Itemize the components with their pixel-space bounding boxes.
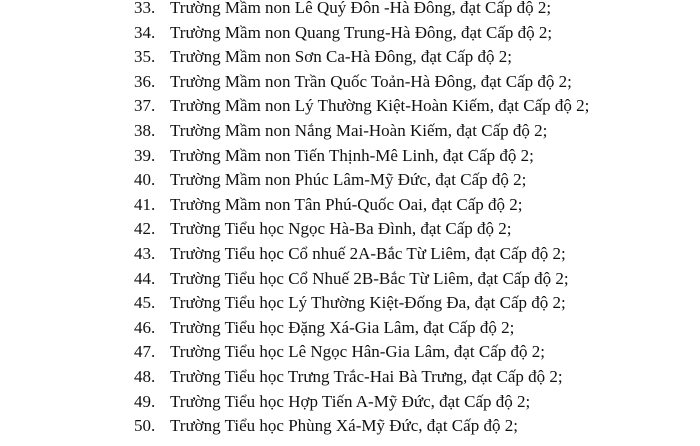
item-number: 43. bbox=[134, 243, 156, 263]
item-text: Trường Mầm non Phúc Lâm-Mỹ Đức, đạt Cấp độ 2; bbox=[170, 170, 527, 190]
list-item bbox=[134, 291, 589, 316]
list-item bbox=[134, 21, 589, 46]
list-item bbox=[134, 0, 589, 21]
item-text: Trường Tiểu học Lý Thường Kiệt-Đống Đa, đạt Cấp độ 2; bbox=[170, 293, 566, 313]
item-number: 36. bbox=[134, 71, 156, 91]
item-text: Trường Tiểu học Ngọc Hà-Ba Đình, đạt Cấp độ 2; bbox=[170, 219, 512, 239]
item-text: Trường Tiểu học Đặng Xá-Gia Lâm, đạt Cấp độ 2; bbox=[170, 317, 515, 337]
item-number: 50. bbox=[134, 416, 156, 436]
item-number: 37. bbox=[134, 96, 156, 116]
list-item bbox=[134, 70, 589, 95]
list-item bbox=[134, 45, 589, 70]
list-item bbox=[134, 390, 589, 415]
list-item bbox=[134, 119, 589, 144]
school-list bbox=[134, 0, 589, 439]
item-text: Trường Mầm non Nắng Mai-Hoàn Kiếm, đạt Cấp độ 2; bbox=[170, 120, 548, 140]
item-number: 46. bbox=[134, 317, 156, 337]
item-text: Trường Mầm non Quang Trung-Hà Đông, đạt Cấp độ 2; bbox=[170, 22, 553, 42]
list-item bbox=[134, 316, 589, 341]
item-number: 42. bbox=[134, 219, 156, 239]
list-item bbox=[134, 193, 589, 218]
item-text: Trường Mầm non Tân Phú-Quốc Oai, đạt Cấp độ 2; bbox=[170, 194, 523, 214]
item-number: 40. bbox=[134, 170, 156, 190]
item-text: Trường Tiểu học Trưng Trắc-Hai Bà Trưng, đạt Cấp độ 2; bbox=[170, 366, 563, 386]
item-text: Trường Mầm non Lê Quý Đôn -Hà Đông, đạt Cấp độ 2; bbox=[170, 0, 552, 17]
list-item bbox=[134, 94, 589, 119]
item-text: Trường Mầm non Sơn Ca-Hà Đông, đạt Cấp độ 2; bbox=[170, 47, 513, 67]
item-text: Trường Tiểu học Lê Ngọc Hân-Gia Lâm, đạt Cấp độ 2; bbox=[170, 342, 546, 362]
item-number: 35. bbox=[134, 47, 156, 67]
list-item bbox=[134, 168, 589, 193]
list-item bbox=[134, 217, 589, 242]
item-text: Trường Tiểu học Cổ nhuế 2A-Bắc Từ Liêm, đạt Cấp độ 2; bbox=[170, 243, 566, 263]
item-text: Trường Mầm non Tiến Thịnh-Mê Linh, đạt Cấp độ 2; bbox=[170, 145, 534, 165]
item-number: 33. bbox=[134, 0, 156, 17]
item-number: 39. bbox=[134, 145, 156, 165]
item-number: 34. bbox=[134, 22, 156, 42]
item-text: Trường Mầm non Trần Quốc Toản-Hà Đông, đạt Cấp độ 2; bbox=[170, 71, 572, 91]
list-item bbox=[134, 340, 589, 365]
list-item bbox=[134, 414, 589, 439]
item-text: Trường Tiểu học Hợp Tiến A-Mỹ Đức, đạt Cấp độ 2; bbox=[170, 391, 531, 411]
item-number: 38. bbox=[134, 120, 156, 140]
item-text: Trường Tiểu học Phùng Xá-Mỹ Đức, đạt Cấp độ 2; bbox=[170, 416, 518, 436]
list-item bbox=[134, 267, 589, 292]
item-number: 41. bbox=[134, 194, 156, 214]
item-number: 48. bbox=[134, 366, 156, 386]
list-item bbox=[134, 242, 589, 267]
list-item bbox=[134, 144, 589, 169]
item-number: 47. bbox=[134, 342, 156, 362]
item-number: 44. bbox=[134, 268, 156, 288]
list-item bbox=[134, 365, 589, 390]
item-text: Trường Tiểu học Cổ Nhuế 2B-Bắc Từ Liêm, đạt Cấp độ 2; bbox=[170, 268, 569, 288]
item-number: 49. bbox=[134, 391, 156, 411]
item-text: Trường Mầm non Lý Thường Kiệt-Hoàn Kiếm, đạt Cấp độ 2; bbox=[170, 96, 590, 116]
item-number: 45. bbox=[134, 293, 156, 313]
